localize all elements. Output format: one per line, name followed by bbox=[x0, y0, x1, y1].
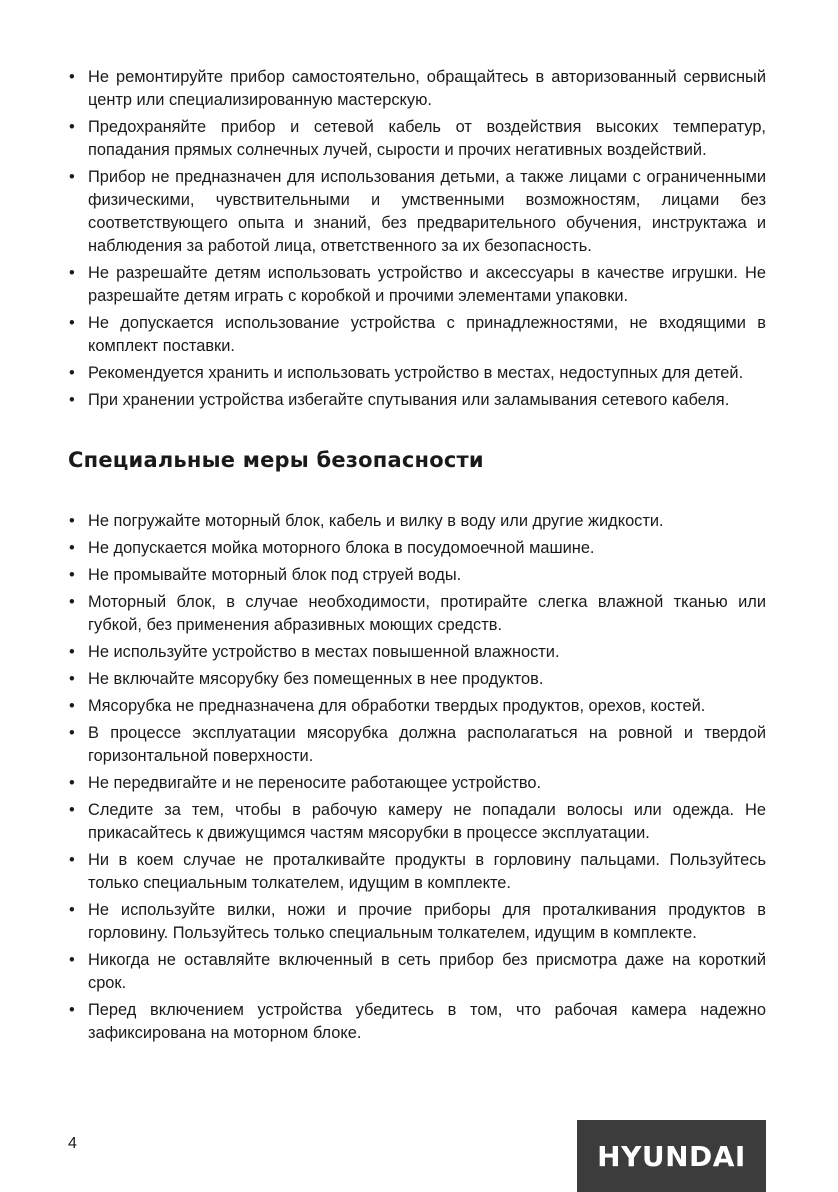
list-item: • Прибор не предназначен для использования детьми, а также лицами с ограниченными физическими, чувствительными и умственными возможностям, лицами без соответствующего опыта и знаний, без предварительного обучения, инструктажа и наблюдения за работой лица, ответственного за их безопасность. bbox=[68, 166, 766, 258]
list-item: • Ни в коем случае не проталкивайте продукты в горловину пальцами. Пользуйтесь только специальным толкателем, идущим в комплекте. bbox=[68, 849, 766, 895]
list-item: • Рекомендуется хранить и использовать устройство в местах, недоступных для детей. bbox=[68, 362, 766, 385]
list-item: • Перед включением устройства убедитесь в том, что рабочая камера надежно зафиксирована на моторном блоке. bbox=[68, 999, 766, 1045]
list-item: • Не допускается мойка моторного блока в посудомоечной машине. bbox=[68, 537, 766, 560]
list-item: • Следите за тем, чтобы в рабочую камеру не попадали волосы или одежда. Не прикасайтесь к движущимся частям мясорубки в процессе эксплуатации. bbox=[68, 799, 766, 845]
list-item: • Не используйте устройство в местах повышенной влажности. bbox=[68, 641, 766, 664]
list-item: • Мясорубка не предназначена для обработки твердых продуктов, орехов, костей. bbox=[68, 695, 766, 718]
list-item: • Не используйте вилки, ножи и прочие приборы для проталкивания продуктов в горловину. Пользуйтесь только специальным толкателем, идущим в комплекте. bbox=[68, 899, 766, 945]
list-item: • Никогда не оставляйте включенный в сеть прибор без присмотра даже на короткий срок. bbox=[68, 949, 766, 995]
special-rules-list bbox=[68, 510, 766, 1045]
list-item: • Предохраняйте прибор и сетевой кабель от воздействия высоких температур, попадания прямых солнечных лучей, сырости и прочих негативных воздействий. bbox=[68, 116, 766, 162]
list-item: • При хранении устройства избегайте спутывания или заламывания сетевого кабеля. bbox=[68, 389, 766, 412]
document-page bbox=[68, 66, 766, 1049]
list-item: • Моторный блок, в случае необходимости, протирайте слегка влажной тканью или губкой, без применения абразивных моющих средств. bbox=[68, 591, 766, 637]
brand-logo-text: HYUNDAI bbox=[597, 1139, 746, 1173]
list-item: • Не передвигайте и не переносите работающее устройство. bbox=[68, 772, 766, 795]
list-item: • Не допускается использование устройства с принадлежностями, не входящими в комплект поставки. bbox=[68, 312, 766, 358]
list-item: • В процессе эксплуатации мясорубка должна располагаться на ровной и твердой горизонтальной поверхности. bbox=[68, 722, 766, 768]
page-number: 4 bbox=[68, 1135, 77, 1152]
list-item: • Не разрешайте детям использовать устройство и аксессуары в качестве игрушки. Не разрешайте детям играть с коробкой и прочими элементами упаковки. bbox=[68, 262, 766, 308]
brand-logo bbox=[577, 1120, 766, 1192]
list-item: • Не ремонтируйте прибор самостоятельно, обращайтесь в авторизованный сервисный центр или специализированную мастерскую. bbox=[68, 66, 766, 112]
list-item: • Не включайте мясорубку без помещенных в нее продуктов. bbox=[68, 668, 766, 691]
list-item: • Не погружайте моторный блок, кабель и вилку в воду или другие жидкости. bbox=[68, 510, 766, 533]
general-rules-list bbox=[68, 66, 766, 412]
list-item: • Не промывайте моторный блок под струей воды. bbox=[68, 564, 766, 587]
section-heading: Специальные меры безопасности bbox=[68, 448, 484, 472]
